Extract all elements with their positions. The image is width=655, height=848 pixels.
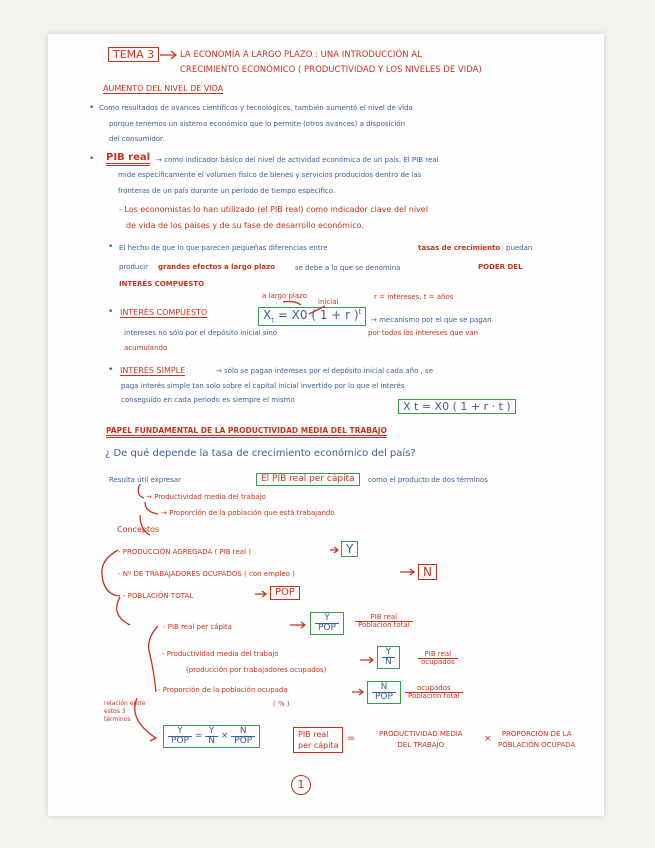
paragraph-line: intereses no sólo por el depósito inicial sino	[124, 329, 278, 337]
definition-line: (producción por trabajadores ocupados)	[186, 666, 327, 674]
concept-box-n: N	[418, 564, 437, 580]
arrow-proporcion: → Proporción de la población que está trabajando	[161, 509, 335, 517]
paragraph-line: fronteras de un país durante un periodo de tiempo específico.	[118, 187, 336, 195]
per-capita-text: per cápita	[298, 741, 339, 751]
arrow1-hook	[138, 484, 144, 498]
highlight-text: por todos los intereses que van	[368, 329, 479, 337]
paragraph-line: - Los economistas lo han utilizado (el PIB real) como indicador clave del nivel	[119, 205, 428, 214]
fraction-denominator: POP	[234, 736, 253, 746]
paragraph-line: → mecanismo por el que se pagan	[371, 316, 492, 324]
section-heading-nivel-vida: AUMENTO DEL NIVEL DE VIDA	[103, 84, 224, 93]
paragraph-line: → sólo se pagan intereses por el depósito inicial cada año , se	[216, 367, 434, 375]
arrow-to-pop	[255, 591, 266, 597]
concept-brace	[102, 550, 120, 596]
pib-real-text: PIB real	[298, 730, 329, 739]
concept-box-y: Y	[341, 541, 358, 557]
fraction-denominator: N	[208, 736, 215, 746]
paragraph-line: El hecho de que lo que parecen pequeñas diferencias entre	[119, 244, 328, 252]
arrow-to-y	[330, 547, 338, 553]
paragraph-line: Como resultados de avances científicos y tecnológicos, también aumentó el nivel de vida	[99, 104, 413, 112]
concept-line: - Nº DE TRABAJADORES OCUPADOS ( con empleo )	[118, 570, 295, 578]
arrow-productividad: → Productividad media del trabajo	[146, 493, 266, 501]
fraction-numerator: N	[372, 683, 396, 693]
pib-real-label: PIB real	[106, 153, 150, 166]
poblacion-ocupada-text: POBLACIÓN OCUPADA	[498, 741, 576, 750]
paragraph-line: mide específicamente el volumen físico de bienes y servicios producidos dentro de las	[118, 171, 422, 179]
fraction-denominator: POP	[318, 623, 336, 633]
arrow-to-n-pop	[352, 689, 363, 695]
fraction-denominator: POP	[171, 736, 189, 746]
interes-compuesto-label: INTERÉS COMPUESTO	[120, 308, 208, 317]
fraction-numerator: ocupados	[405, 685, 463, 693]
inicial-arrow	[309, 306, 325, 314]
times-sign: ×	[220, 731, 229, 741]
concept-line: - POBLACIÓN TOTAL	[123, 592, 194, 600]
fraction-numerator: Y	[315, 614, 339, 624]
title-arrow	[160, 51, 176, 59]
paragraph-line: de vida de los países y de su fase de desarrollo económico.	[126, 221, 364, 230]
largo-plazo-arrow	[283, 301, 301, 305]
paragraph-line: puedan	[506, 244, 533, 252]
paragraph-line: conseguido en cada periodo es siempre el mismo	[121, 396, 295, 404]
highlight-text: PODER DEL	[478, 263, 523, 271]
page-number: 1	[291, 775, 311, 795]
del-trabajo-text: DEL TRABAJO	[397, 741, 445, 750]
definition-line: - PIB real per cápita	[163, 623, 232, 631]
productividad-text: PRODUCTIVIDAD MEDIA	[379, 730, 463, 738]
definition-line: - Proporción de la población ocupada	[158, 686, 288, 694]
paragraph-line: → como indicador básico del nivel de actividad económica de un país. El PIB real	[156, 156, 439, 164]
bullet: •	[108, 307, 114, 317]
fraction-denominator: POP	[375, 692, 393, 702]
brace-connector	[117, 597, 130, 625]
relation-arrow	[135, 698, 156, 741]
fraction-numerator: PIB real	[418, 651, 458, 659]
fraction-denominator: ocupados	[421, 658, 455, 666]
times-sign: ×	[484, 734, 492, 744]
fraction-numerator: N	[231, 727, 255, 737]
title-line-2: CRECIMIENTO ECONÓMICO ( PRODUCTIVIDAD Y LOS NIVELES DE VIDA)	[180, 65, 482, 75]
highlight-text: acumulando	[124, 344, 168, 352]
formula-rhs: = X0 ( 1 + r )	[277, 308, 359, 322]
fraction-numerator: Y	[382, 648, 395, 658]
relation-note: relación entre estos 3 términos	[104, 700, 146, 723]
question: ¿ De qué depende la tasa de crecimiento económico del país?	[105, 448, 416, 459]
arrow-to-n	[400, 569, 414, 575]
paragraph-line: porque tenemos un sistema económico que lo permite (otros avances) a disposición	[109, 120, 406, 128]
arrow-to-y-n	[360, 657, 373, 663]
highlight-text: INTERÉS COMPUESTO	[119, 280, 205, 288]
concept-line: - PRODUCCIÓN AGREGADA ( PIB real )	[118, 548, 252, 556]
formula-lhs: X	[263, 308, 272, 322]
proporcion-text: PROPORCIÓN DE LA	[501, 730, 572, 738]
paragraph-line: como el producto de dos términos	[368, 476, 488, 484]
fraction-denominator: Población total	[408, 692, 460, 700]
variables-note: r = intereses, t = años	[374, 293, 454, 301]
fraction-denominator: N	[385, 657, 392, 667]
bullet: •	[89, 154, 95, 164]
highlight-text: tasas de crecimiento	[418, 244, 501, 252]
bullet: •	[89, 103, 95, 113]
pib-per-capita-box: El PIB real per cápita	[256, 473, 360, 486]
largo-plazo-note: a largo plazo	[262, 292, 308, 300]
arrow-to-y-pop	[290, 622, 305, 628]
conceptos-heading: Conceptos	[117, 525, 160, 534]
fraction-numerator: PIB real	[355, 614, 413, 622]
definition-line: ( % )	[273, 700, 290, 708]
paragraph-line: producir	[119, 263, 149, 271]
highlight-text: grandes efectos a largo plazo	[158, 263, 275, 271]
paragraph-line: se debe a lo que se denomina	[295, 264, 401, 272]
conceptos-hook	[140, 515, 150, 535]
paragraph-line: paga interés simple tan solo sobre el capital inicial invertido por lo que el interés	[121, 382, 405, 390]
formula-exp: t	[358, 308, 362, 316]
paragraph-line: Resulta útil expresar	[109, 476, 182, 484]
concept-box-pop: POP	[270, 586, 300, 600]
section-heading-productividad: PAPEL FUNDAMENTAL DE LA PRODUCTIVIDAD MEDIA DEL TRABAJO	[106, 427, 387, 438]
definition-brace	[149, 626, 158, 692]
paragraph-line: del consumidor.	[109, 135, 165, 143]
simple-interest-formula: X t = X0 ( 1 + r · t )	[398, 399, 516, 414]
bullet: •	[108, 365, 114, 375]
topic-tag: TEMA 3	[108, 47, 159, 62]
fraction-denominator: Población total	[358, 621, 410, 629]
title-line-1: LA ECONOMÍA A LARGO PLAZO : UNA INTRODUCCIÓN AL	[180, 50, 422, 60]
arrow2-hook	[145, 502, 158, 514]
bullet: •	[108, 242, 114, 252]
fraction-numerator: Y	[205, 727, 218, 737]
inicial-note: inicial	[318, 298, 339, 306]
equals-sign: =	[347, 733, 356, 744]
definition-line: - Productividad media del trabajo	[162, 650, 279, 658]
fraction-numerator: Y	[168, 727, 192, 737]
equals-sign: =	[194, 731, 203, 741]
interes-simple-label: INTERÉS SIMPLE	[120, 366, 186, 375]
formula-sub: t	[271, 316, 274, 325]
